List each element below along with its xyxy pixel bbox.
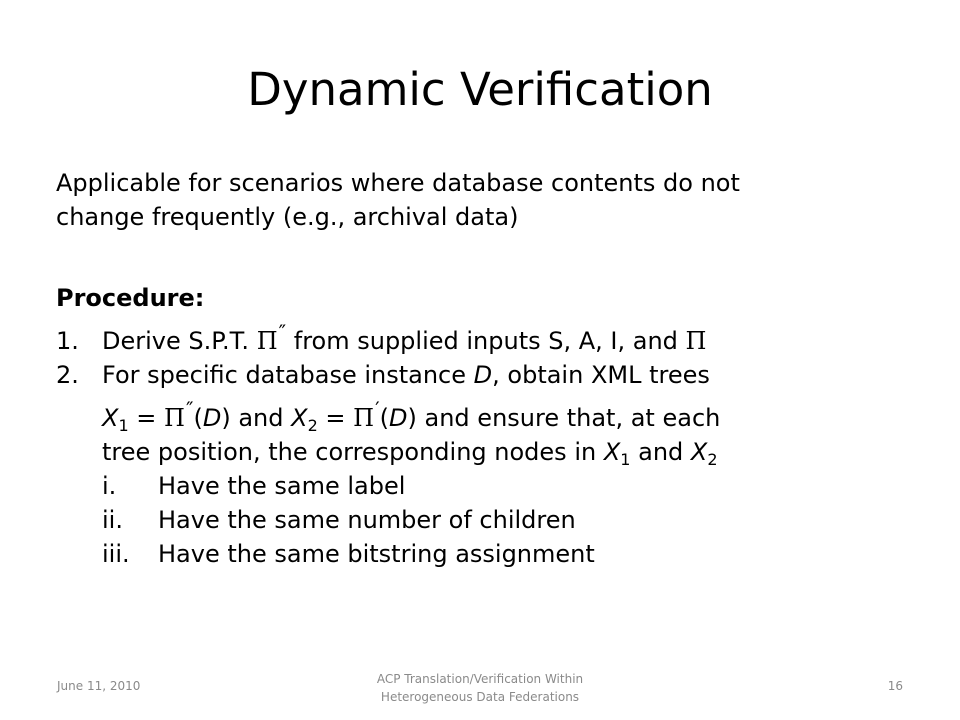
and-word: and [638,438,684,466]
step-2-text-a: For specific database instance [102,361,467,389]
equals-sign: = [325,404,346,432]
step-1-text-b: from supplied inputs S, A, I, and [293,327,678,355]
pi-symbol: Π [164,404,185,432]
open-paren: ( [379,404,390,432]
slide-title: Dynamic Verification [247,63,713,116]
var-d: D [389,404,408,432]
pi-symbol: Π [256,327,278,355]
open-paren: ( [193,404,203,432]
close-paren: ) [407,404,417,432]
sub-step-number: ii. [102,506,123,534]
pi-symbol: Π [353,404,375,432]
sub-step [56,503,916,537]
intro-line-1: Applicable for scenarios where database contents do not [56,169,740,197]
step-2-line-2 [56,392,916,435]
sub-step-text: Have the same bitstring assignment [158,540,595,568]
spacer [56,234,916,281]
subscript-1: 1 [620,450,631,469]
double-prime: ″ [278,320,287,344]
page-number: 16 [887,679,903,693]
step-2-line-3-text: tree position, the corresponding nodes in [102,438,597,466]
step-2-line-2-end: and ensure that, at each [424,404,721,432]
sub-step-number: iii. [102,540,130,568]
step-2-line-1 [56,358,916,392]
subscript-1: 1 [118,416,129,435]
slide-body [56,166,916,571]
step-1-number: 1. [56,327,79,355]
pi-symbol: Π [685,327,707,355]
subscript-2: 2 [307,416,318,435]
equals-sign: = [136,404,157,432]
var-x: X [603,438,621,466]
footer-date: June 11, 2010 [57,679,141,693]
step-2-number: 2. [56,361,79,389]
step-2-text-b: , obtain XML trees [492,361,710,389]
var-x: X [291,404,308,432]
and-word: and [238,404,284,432]
sub-step-text: Have the same number of children [158,506,576,534]
sub-step-text: Have the same label [158,472,406,500]
sub-step [56,537,916,571]
var-d: D [202,404,222,432]
intro-line-2: change frequently (e.g., archival data) [56,203,519,231]
footer-title-line-2: Heterogeneous Data Federations [380,690,580,704]
step-2-line-3 [56,435,916,469]
var-x: X [690,438,708,466]
step-1-text-a: Derive S.P.T. [102,327,250,355]
procedure-heading: Procedure: [56,284,205,312]
footer-title-line-1: ACP Translation/Verification Within [376,672,584,686]
sub-step-number: i. [102,472,117,500]
double-prime: ″ [185,397,194,421]
close-paren: ) [221,404,231,432]
step-1 [56,315,916,358]
var-d: D [473,361,493,389]
sub-step [56,469,916,503]
var-x: X [102,404,119,432]
footer-title [320,670,640,706]
subscript-2: 2 [707,450,718,469]
single-prime: ′ [375,397,380,421]
